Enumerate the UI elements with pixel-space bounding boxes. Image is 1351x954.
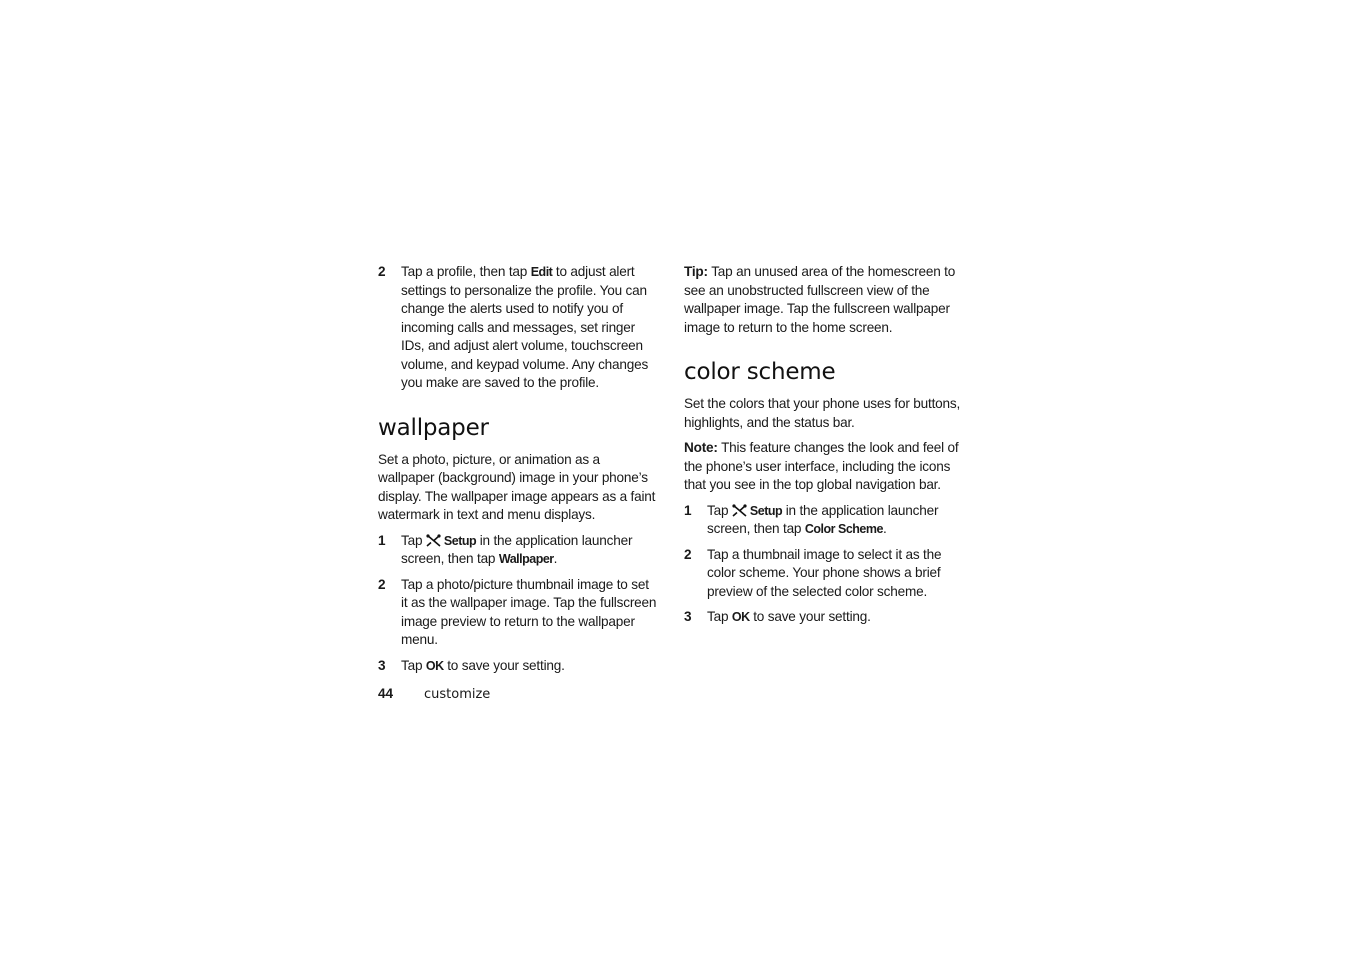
step-text: Tap a thumbnail image to select it as the color scheme. Your phone shows a brief preview of the selected color scheme. [707, 546, 942, 599]
step-text-post: to save your setting. [749, 609, 871, 624]
color-scheme-heading: color scheme [684, 359, 836, 385]
step-text-pre: Tap a profile, then tap [401, 264, 531, 279]
color-scheme-keyword: Color Scheme [804, 522, 883, 536]
step-number: 2 [378, 576, 386, 592]
wallpaper-step-3 [378, 657, 658, 676]
step-text-mid: in the application launcher screen, then tap [401, 532, 633, 566]
profile-step-2 [378, 263, 658, 393]
step-text [707, 502, 964, 539]
edit-keyword: Edit [530, 265, 553, 279]
note-label: Note: [684, 440, 718, 455]
step-number: 1 [684, 502, 692, 518]
color-step-1 [684, 502, 964, 539]
right-column [684, 263, 964, 634]
step-text-pre: Tap [707, 502, 732, 518]
setup-keyword: Setup [443, 533, 477, 548]
setup-tools-icon [732, 504, 747, 517]
note-text: This feature changes the look and feel of the phone’s user interface, including the icons that you see in the top global navigation bar. [684, 440, 959, 492]
wallpaper-step-2 [378, 576, 658, 650]
ok-keyword: OK [425, 658, 444, 673]
section-name: customize [424, 687, 491, 702]
step-number: 2 [378, 264, 386, 279]
step-number: 1 [378, 532, 386, 548]
color-step-3 [684, 608, 964, 627]
page-number: 44 [378, 686, 394, 701]
step-text-post: . [553, 551, 558, 566]
step-text-post: . [882, 521, 887, 536]
setup-keyword: Setup [749, 503, 783, 518]
step-text-pre: Tap [401, 532, 426, 548]
page-footer [378, 686, 490, 702]
step-text [401, 263, 658, 393]
step-text-post: to adjust alert settings to personalize the profile. You can change the alerts used to notify you of incoming calls and messages, set ringer IDs, and adjust alert volume, touchscreen volume, and keypad volume. Any changes you make are saved to the profile. [401, 264, 649, 390]
tip-label: Tip: [684, 264, 708, 279]
color-step-2 [684, 546, 964, 602]
step-text [401, 532, 658, 569]
wallpaper-keyword: Wallpaper [498, 552, 554, 566]
step-number: 2 [684, 546, 692, 562]
wallpaper-heading: wallpaper [378, 414, 489, 441]
step-number: 3 [684, 609, 692, 624]
step-text-mid: in the application launcher screen, then tap [707, 502, 939, 536]
step-text [401, 657, 658, 676]
ok-keyword: OK [731, 610, 750, 624]
color-scheme-intro: Set the colors that your phone uses for buttons, highlights, and the status bar. [684, 396, 961, 430]
step-text [707, 608, 964, 627]
wallpaper-step-1 [378, 532, 658, 569]
tip-text: Tap an unused area of the homescreen to see an unobstructed fullscreen view of the wallpaper image. Tap the fullscreen wallpaper image to return to the home screen. [684, 264, 956, 335]
setup-tools-icon [426, 534, 441, 547]
step-number: 3 [378, 657, 386, 673]
tip-paragraph [684, 263, 964, 337]
left-column [378, 263, 658, 682]
note-paragraph [684, 439, 964, 495]
step-text-pre: Tap [401, 657, 426, 673]
step-text-pre: Tap [707, 609, 732, 624]
step-text: Tap a photo/picture thumbnail image to set it as the wallpaper image. Tap the fullscreen image preview to return to the wallpaper menu. [401, 576, 657, 647]
step-text-post: to save your setting. [443, 657, 565, 673]
wallpaper-intro: Set a photo, picture, or animation as a wallpaper (background) image in your phone’s display. The wallpaper image appears as a faint watermark in text and menu displays. [378, 451, 656, 522]
